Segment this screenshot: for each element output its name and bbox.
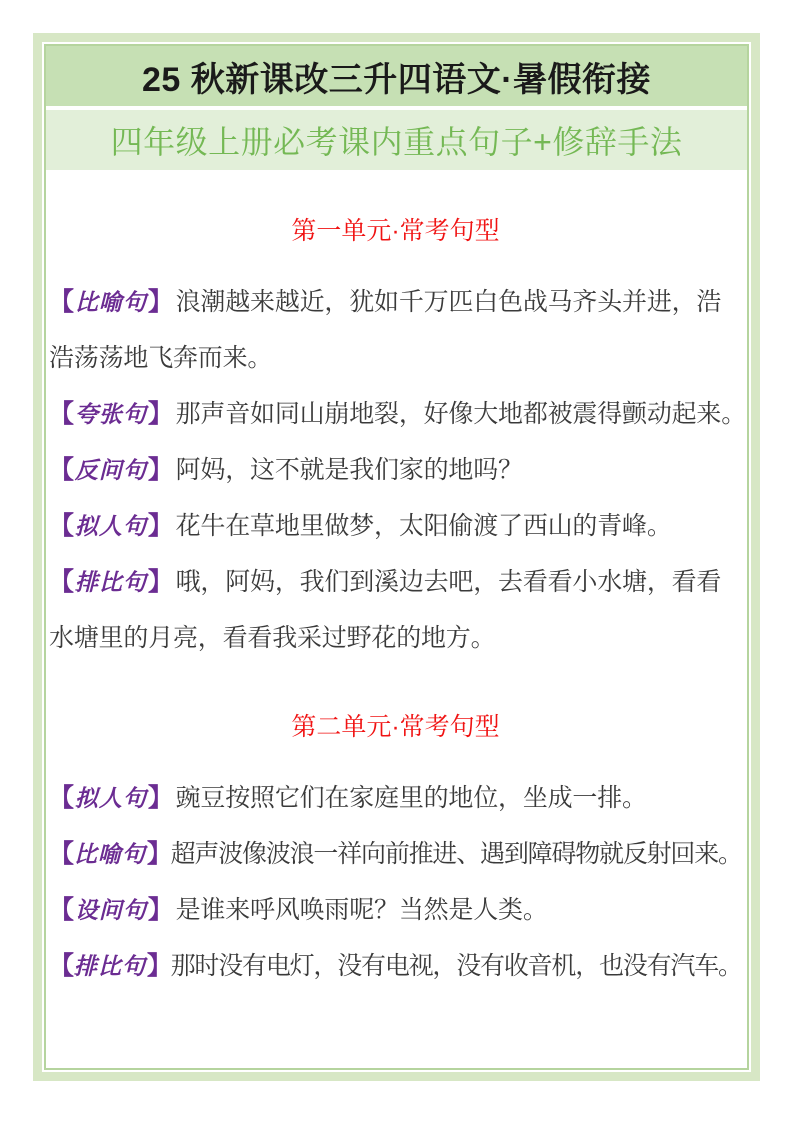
bracket-close: 】 [147, 512, 173, 540]
bracket-open: 【 [49, 896, 74, 924]
worksheet-content [46, 216, 747, 994]
bracket-open: 【 [49, 456, 74, 484]
bracket-close: 】 [147, 456, 173, 484]
sentence-item [49, 442, 742, 498]
rhetoric-label-text: 夸张句 [74, 401, 147, 427]
bracket-close: 】 [147, 568, 173, 596]
sentence-text: 哦，阿妈，我们到溪边去吧，去看看小水塘，看看水塘里的月亮，看看我采过野花的地方。 [49, 568, 722, 652]
rhetoric-label [49, 568, 173, 596]
bracket-open: 【 [49, 784, 74, 812]
sentence-text: 超声波像波浪一祥向前推进、遇到障碍物就反射回来。 [170, 840, 742, 868]
page-frame-inner [44, 44, 749, 1070]
sentence-item [49, 770, 742, 826]
sentence-item [49, 826, 742, 882]
sentence-item [49, 938, 742, 994]
rhetoric-label-text: 排比句 [73, 953, 146, 979]
page-title: 25 秋新课改三升四语文·暑假衔接 [141, 60, 652, 99]
bracket-open: 【 [49, 840, 73, 868]
sentence-text: 是谁来呼风唤雨呢？当然是人类。 [175, 896, 548, 924]
sentence-text: 浪潮越来越近，犹如千万匹白色战马齐头并进，浩浩荡荡地飞奔而来。 [49, 288, 722, 372]
rhetoric-label [49, 952, 171, 980]
bracket-open: 【 [49, 512, 74, 540]
bracket-close: 】 [147, 784, 173, 812]
rhetoric-label [49, 784, 173, 812]
rhetoric-label-text: 设问句 [74, 897, 147, 923]
rhetoric-label-text: 反问句 [74, 457, 147, 483]
page-subtitle: 四年级上册必考课内重点句子+修辞手法 [110, 124, 683, 160]
bracket-close: 】 [147, 400, 173, 428]
title-band [46, 46, 747, 106]
bracket-open: 【 [49, 400, 74, 428]
sentence-text: 花牛在草地里做梦，太阳偷渡了西山的青峰。 [175, 512, 672, 540]
rhetoric-label-text: 拟人句 [74, 513, 147, 539]
sentence-text: 那声音如同山崩地裂，好像大地都被震得颤动起来。 [175, 400, 747, 428]
section-title-unit2: 第二单元·常考句型 [291, 713, 500, 741]
subtitle-band [46, 110, 747, 170]
sentence-text: 豌豆按照它们在家庭里的地位，坐成一排。 [175, 784, 647, 812]
sentence-item [49, 554, 742, 666]
bracket-close: 】 [146, 840, 171, 868]
section-title-unit1: 第一单元·常考句型 [291, 217, 500, 245]
rhetoric-label [49, 288, 173, 316]
bracket-close: 】 [146, 952, 171, 980]
rhetoric-label-text: 比喻句 [73, 841, 146, 867]
bracket-open: 【 [49, 288, 74, 316]
rhetoric-label-text: 比喻句 [74, 289, 147, 315]
sentence-text: 那时没有电灯，没有电视，没有收音机，也没有汽车。 [170, 952, 742, 980]
rhetoric-label [49, 896, 173, 924]
rhetoric-label [49, 512, 173, 540]
sentence-item [49, 274, 742, 386]
bracket-open: 【 [49, 568, 74, 596]
sentence-item [49, 386, 747, 442]
sentence-item [49, 882, 742, 938]
page-frame [33, 33, 760, 1081]
bracket-close: 】 [147, 896, 173, 924]
rhetoric-label [49, 840, 171, 868]
rhetoric-label-text: 排比句 [74, 569, 147, 595]
bracket-close: 】 [147, 288, 173, 316]
bracket-open: 【 [49, 952, 73, 980]
sentence-item [49, 498, 742, 554]
sentence-text: 阿妈，这不就是我们家的地吗？ [175, 456, 523, 484]
rhetoric-label [49, 456, 173, 484]
rhetoric-label-text: 拟人句 [74, 785, 147, 811]
rhetoric-label [49, 400, 173, 428]
